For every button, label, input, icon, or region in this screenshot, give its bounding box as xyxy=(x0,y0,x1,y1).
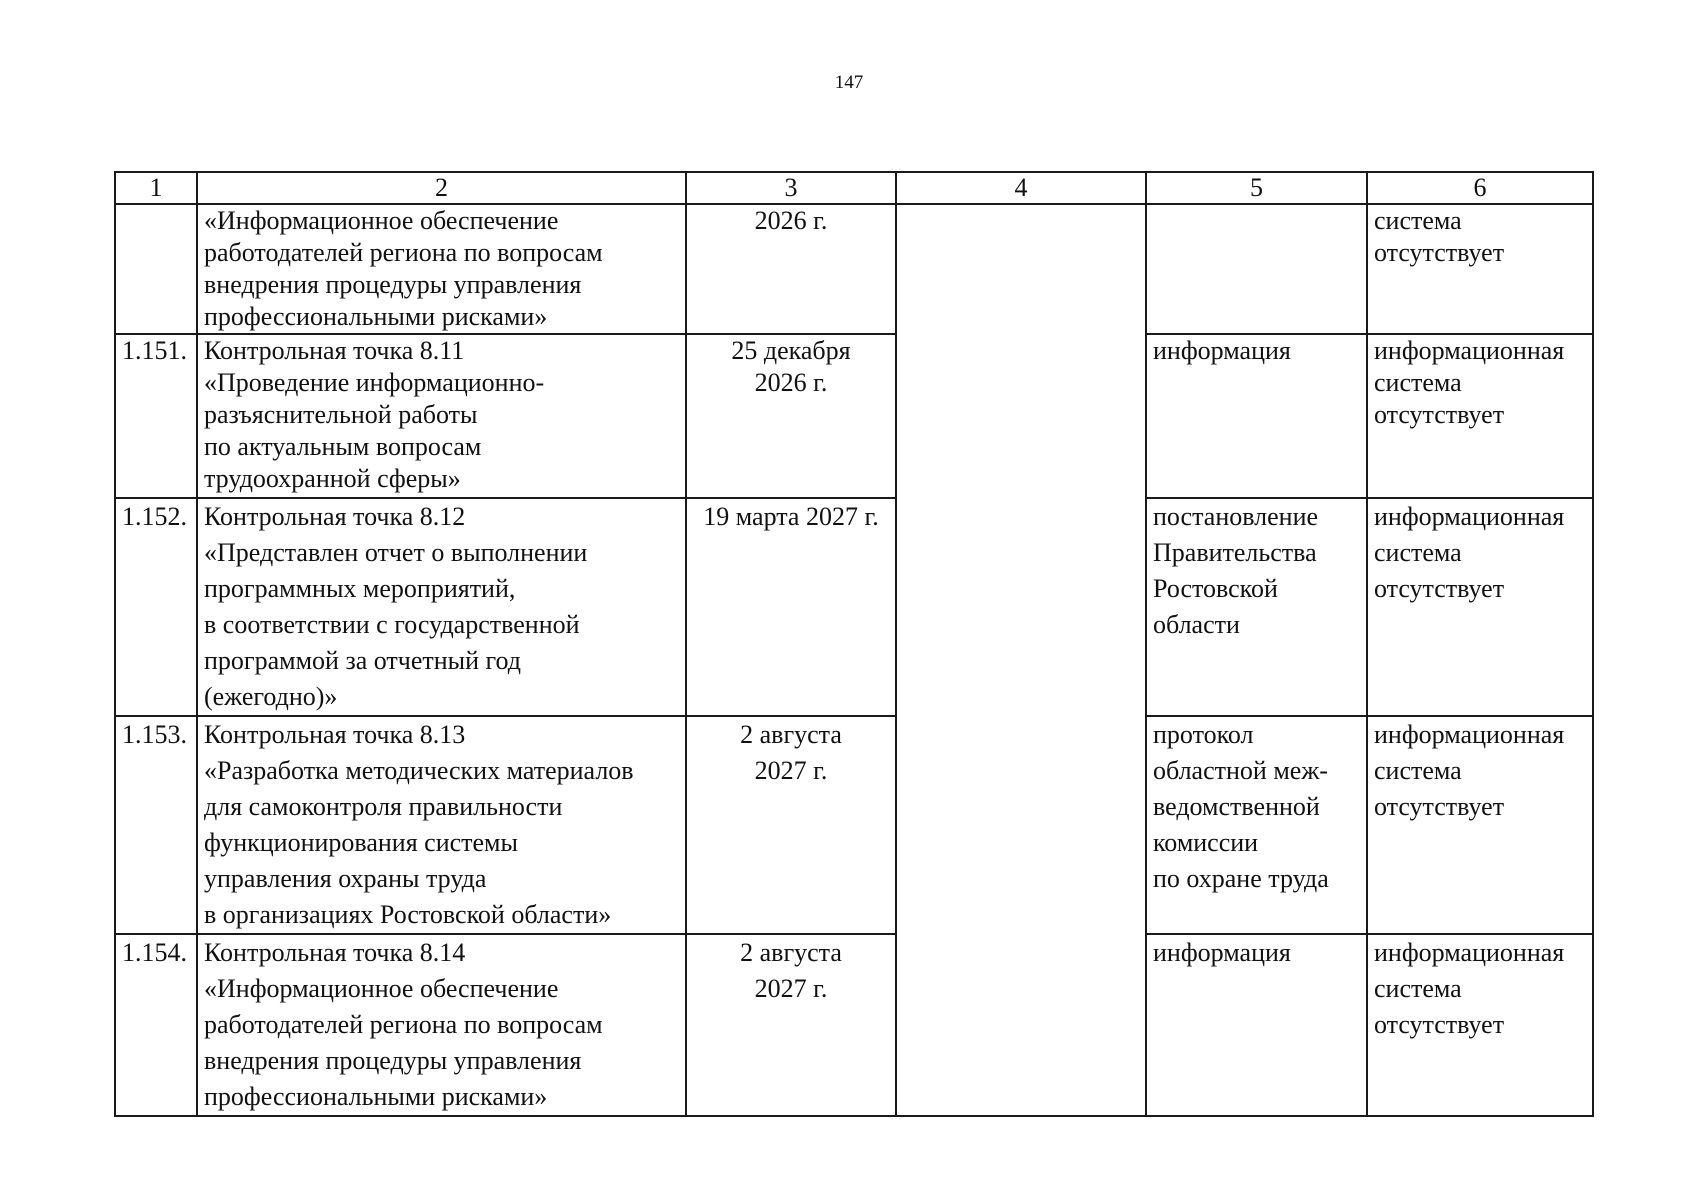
deadline-date: 2 августа 2027 г. xyxy=(686,934,896,1116)
document-type: протокол областной меж- ведомственной комиссии по охране труда xyxy=(1146,716,1367,934)
event-name: Контрольная точка 8.12 «Представлен отчет о выполнении программных мероприятий, в соответствии с государственной программой за отчетный год (ежегодно)» xyxy=(197,498,686,716)
column-header: 2 xyxy=(197,172,686,204)
column-header: 1 xyxy=(115,172,197,204)
information-system: информационная система отсутствует xyxy=(1367,498,1593,716)
event-name: «Информационное обеспечение работодателей региона по вопросам внедрения процедуры управления профессиональными рисками» xyxy=(197,204,686,334)
information-system: информационная система отсутствует xyxy=(1367,934,1593,1116)
event-name: Контрольная точка 8.13 «Разработка методических материалов для самоконтроля правильности функционирования системы управления охраны труда в организациях Ростовской области» xyxy=(197,716,686,934)
table-row xyxy=(115,934,1593,1116)
deadline-date: 2026 г. xyxy=(686,204,896,334)
row-number xyxy=(115,204,197,334)
table-row xyxy=(115,204,1593,334)
deadline-date: 19 марта 2027 г. xyxy=(686,498,896,716)
control-points-table xyxy=(114,171,1594,1117)
page-number: 147 xyxy=(834,72,864,93)
information-system: информационная система отсутствует xyxy=(1367,334,1593,498)
event-name: Контрольная точка 8.11 «Проведение информационно- разъяснительной работы по актуальным вопросам трудоохранной сферы» xyxy=(197,334,686,498)
deadline-date: 25 декабря 2026 г. xyxy=(686,334,896,498)
table-row xyxy=(115,716,1593,934)
table-row xyxy=(115,498,1593,716)
column-header: 4 xyxy=(896,172,1146,204)
document-type: постановление Правительства Ростовской области xyxy=(1146,498,1367,716)
column-header: 5 xyxy=(1146,172,1367,204)
deadline-date: 2 августа 2027 г. xyxy=(686,716,896,934)
document-type xyxy=(1146,204,1367,334)
column-header: 3 xyxy=(686,172,896,204)
responsible-cell-merged xyxy=(896,204,1146,1116)
row-number: 1.154. xyxy=(115,934,197,1116)
information-system: информационная система отсутствует xyxy=(1367,716,1593,934)
document-type: информация xyxy=(1146,934,1367,1116)
row-number: 1.151. xyxy=(115,334,197,498)
information-system: система отсутствует xyxy=(1367,204,1593,334)
row-number: 1.153. xyxy=(115,716,197,934)
row-number: 1.152. xyxy=(115,498,197,716)
event-name: Контрольная точка 8.14 «Информационное обеспечение работодателей региона по вопросам внедрения процедуры управления профессиональными рисками» xyxy=(197,934,686,1116)
table-header-row xyxy=(115,172,1593,204)
document-type: информация xyxy=(1146,334,1367,498)
table-row xyxy=(115,334,1593,498)
column-header: 6 xyxy=(1367,172,1593,204)
